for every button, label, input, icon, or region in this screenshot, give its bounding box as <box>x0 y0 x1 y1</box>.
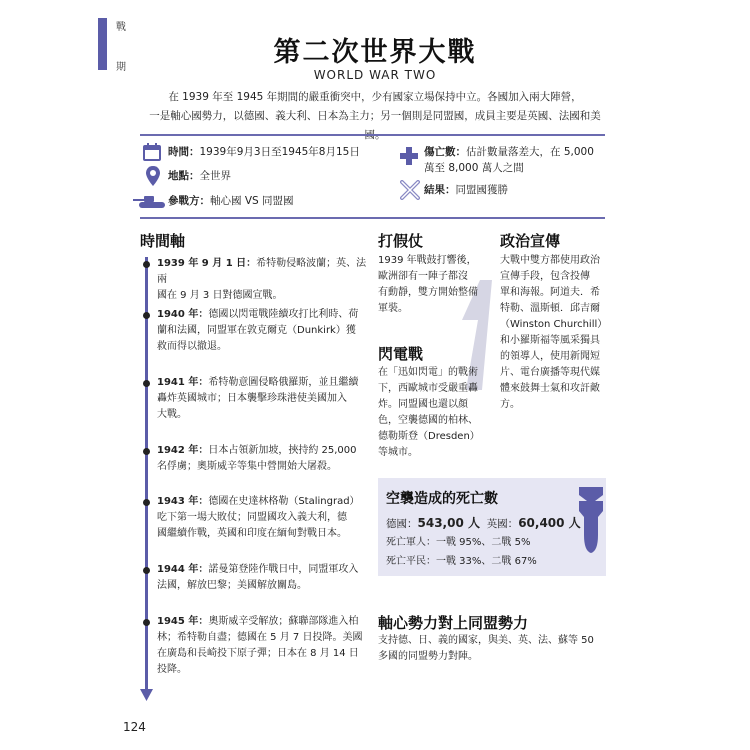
facts-divider <box>140 217 605 219</box>
timeline-event <box>157 375 367 423</box>
timeline-event-line <box>157 578 367 594</box>
text-line: 支持德、日、義的國家，與美、英、法、蘇等 50 <box>378 635 594 646</box>
page-title: 第二次世界大戰 <box>273 37 477 68</box>
blitz-heading: 閃電戰 <box>378 345 424 363</box>
civilian-ww1: 一戰 33% <box>436 556 482 567</box>
medical-cross-icon <box>400 147 418 165</box>
top-divider <box>140 134 605 136</box>
separator: 、 <box>481 556 492 567</box>
text-line: 等城市。 <box>378 447 418 458</box>
fact-sides <box>168 193 294 209</box>
air-raid-row-3 <box>386 552 537 567</box>
text-line: 1939 年戰鼓打響後， <box>378 255 477 266</box>
timeline-event-text: 日本占領新加坡，挾持約 25,000 <box>208 445 357 456</box>
timeline-event-text: 吃下第一場大敗仗；同盟國攻入義大利，德 <box>157 512 347 523</box>
timeline-event-text: 奧斯威辛受解放；蘇聯部隊進入柏 <box>208 616 359 627</box>
bomb-icon <box>578 487 604 553</box>
text-line: 片、電台廣播等現代媒 <box>500 367 600 378</box>
timeline-event-text: 諾曼第登陸作戰日中，同盟軍攻入 <box>208 564 359 575</box>
timeline-event-line <box>157 662 367 678</box>
fact-time <box>168 144 360 160</box>
text-line: （Winston Churchill） <box>500 319 608 330</box>
air-raid-row-1 <box>386 514 581 531</box>
timeline-dot <box>143 567 150 574</box>
timeline-event-text: 轟炸英國城市；日本襲擊珍珠港使美國加入 <box>157 393 347 404</box>
text-line: 宣傳手段，包含投傳 <box>500 271 590 282</box>
text-line: 單和海報。阿道夫．希 <box>500 287 600 298</box>
page-number: 124 <box>123 720 146 734</box>
text-line: 炸。同盟國也還以顏 <box>378 399 468 410</box>
phoney-war-heading: 打假仗 <box>378 232 424 250</box>
germany-label: 德國： <box>386 518 418 530</box>
timeline-event-line <box>157 391 367 407</box>
fact-casualties-label: 傷亡數： <box>424 146 466 158</box>
timeline-event-text: 投降。 <box>157 664 187 675</box>
timeline-event <box>157 443 367 475</box>
fact-place <box>168 168 231 184</box>
fact-casualties-value-2: 萬至 8,000 萬人之間 <box>424 162 524 174</box>
timeline-event-line <box>157 562 367 578</box>
timeline-event-line <box>157 614 367 630</box>
timeline-event <box>157 562 367 594</box>
timeline-dot <box>143 312 150 319</box>
timeline-event-year: 1941 年： <box>157 377 209 388</box>
text-line: 在「迅如閃電」的戰術 <box>378 367 478 378</box>
crossed-swords-icon <box>400 180 420 200</box>
air-raid-box <box>378 478 606 576</box>
military-ww1: 一戰 95% <box>436 537 482 548</box>
civilian-ww2: 二戰 67% <box>491 556 537 567</box>
text-line: 多國的同盟勢力對陣。 <box>378 651 478 662</box>
text-line: 下，西歐城市受嚴重轟 <box>378 383 478 394</box>
timeline-event-year: 1944 年： <box>157 564 209 575</box>
timeline-event-line <box>157 510 367 526</box>
timeline-event-text: 希特勒意圖侵略俄羅斯，並且繼續 <box>208 377 359 388</box>
separator: 、 <box>481 537 492 548</box>
timeline-event-text: 德國以閃電戰陸續攻打比利時、荷 <box>208 309 359 320</box>
fact-result <box>424 182 508 198</box>
phoney-war-text <box>378 253 488 317</box>
fact-result-value: 同盟國獲勝 <box>455 184 508 196</box>
text-line: 和小羅斯福等風采獨具 <box>500 335 600 346</box>
axis-allies-text <box>378 633 610 665</box>
timeline-event-text: 蘭和法國，同盟軍在敦克爾克（Dunkirk）獲 <box>157 325 356 336</box>
intro-paragraph <box>140 88 610 145</box>
military-label: 死亡軍人： <box>386 537 436 548</box>
timeline-event <box>157 256 367 304</box>
timeline-event-year: 1939 年 9 月 1 日： <box>157 258 257 269</box>
britain-value: 60,400 人 <box>518 516 581 530</box>
location-pin-icon <box>146 166 160 186</box>
fact-casualties <box>424 144 594 176</box>
propaganda-text <box>500 253 610 413</box>
text-line: 方。 <box>500 399 520 410</box>
military-ww2: 二戰 5% <box>491 537 531 548</box>
timeline-heading: 時間軸 <box>140 232 186 250</box>
timeline-event-year: 1942 年： <box>157 445 209 456</box>
fact-place-value: 全世界 <box>199 170 231 182</box>
fact-time-label: 時間： <box>168 146 200 158</box>
timeline-dot <box>143 261 150 268</box>
timeline-dot <box>143 499 150 506</box>
text-line: 歐洲卻有一陣子都沒 <box>378 271 468 282</box>
text-line: 有動靜，雙方開始整備 <box>378 287 478 298</box>
timeline-event-line <box>157 646 367 662</box>
blitz-text <box>378 365 488 461</box>
fact-result-label: 結果： <box>424 184 456 196</box>
propaganda-heading: 政治宣傳 <box>500 232 561 250</box>
timeline-event-year: 1940 年： <box>157 309 209 320</box>
air-raid-heading: 空襲造成的死亡數 <box>386 491 498 507</box>
timeline-event <box>157 614 367 678</box>
timeline-arrow-icon <box>140 689 153 701</box>
timeline-event-year: 1943 年： <box>157 496 209 507</box>
timeline-event <box>157 307 367 355</box>
fact-sides-label: 參戰方： <box>168 195 210 207</box>
fact-time-value: 1939年9月3日至1945年8月15日 <box>199 146 360 158</box>
timeline-event-text: 德國在史達林格勒（Stalingrad） <box>208 496 360 507</box>
timeline-event-line <box>157 459 367 475</box>
intro-line: 在 1939 年至 1945 年期間的嚴重衝突中，少有國家立場保持中立。各國加入兩大陣營， <box>168 91 582 103</box>
text-line: 大戰中雙方都使用政治 <box>500 255 600 266</box>
text-line: 的領導人，使用新聞短 <box>500 351 600 362</box>
fact-sides-value: 軸心國 VS 同盟國 <box>210 195 294 207</box>
timeline-dot <box>143 380 150 387</box>
air-raid-row-2 <box>386 533 530 548</box>
text-line: 德勒斯登（Dresden） <box>378 431 480 442</box>
text-line: 特勒、溫斯頓．邱吉爾 <box>500 303 600 314</box>
timeline-event-line <box>157 526 367 542</box>
text-line: 體來鼓舞士氣和攻訐敵 <box>500 383 600 394</box>
timeline-dot <box>143 619 150 626</box>
britain-label: 英國： <box>486 518 519 530</box>
timeline-event-line <box>157 407 367 423</box>
timeline-event-line <box>157 323 367 339</box>
calendar-icon <box>143 143 161 161</box>
timeline-event-line <box>157 339 367 355</box>
chapter-label-1: 戰 <box>116 22 126 33</box>
fact-place-label: 地點： <box>168 170 200 182</box>
intro-line: 一是軸心國勢力，以德國、義大利、日本為主力；另一個則是同盟國，成員主要是英國、法國和美 <box>149 110 601 122</box>
timeline-event-line <box>157 307 367 323</box>
fact-casualties-value-1: 估計數量落差大，在 5,000 <box>466 146 594 158</box>
timeline-event <box>157 494 367 542</box>
page-subtitle: WORLD WAR TWO <box>313 68 437 82</box>
timeline-event-line <box>157 494 367 510</box>
text-line: 色，空襲德國的柏林、 <box>378 415 478 426</box>
timeline-event-text: 名俘虜；奧斯威辛等集中營開始大屠殺。 <box>157 461 337 472</box>
timeline-event-year: 1945 年： <box>157 616 209 627</box>
timeline-event-text: 國在 9 月 3 日對德國宣戰。 <box>157 290 283 301</box>
timeline-event-line <box>157 256 367 288</box>
timeline-event-line <box>157 443 367 459</box>
timeline-event-text: 大戰。 <box>157 409 187 420</box>
civilian-label: 死亡平民： <box>386 556 436 567</box>
timeline-event-text: 國繼續作戰，英國和印度在緬甸對戰日本。 <box>157 528 347 539</box>
timeline-dot <box>143 448 150 455</box>
timeline-event-text: 法國，解放巴黎；美國解放關島。 <box>157 580 307 591</box>
timeline-event-line <box>157 630 367 646</box>
chapter-label-2: 期 <box>116 62 126 73</box>
timeline-event-text: 在廣島和長崎投下原子彈；日本在 8 月 14 日 <box>157 648 359 659</box>
germany-value: 543,00 人 <box>417 516 480 530</box>
timeline-event-line <box>157 288 367 304</box>
axis-allies-heading: 軸心勢力對上同盟勢力 <box>378 614 529 632</box>
timeline-event-line <box>157 375 367 391</box>
timeline-event-text: 林；希特勒自盡；德國在 5 月 7 日投降。美國 <box>157 632 363 643</box>
text-line: 軍裝。 <box>378 303 408 314</box>
tank-icon <box>133 193 165 209</box>
timeline-line <box>145 257 148 695</box>
timeline-event-text: 希特勒侵略波蘭；英、法兩 <box>157 258 367 285</box>
timeline-event-text: 救而得以撤退。 <box>157 341 227 352</box>
